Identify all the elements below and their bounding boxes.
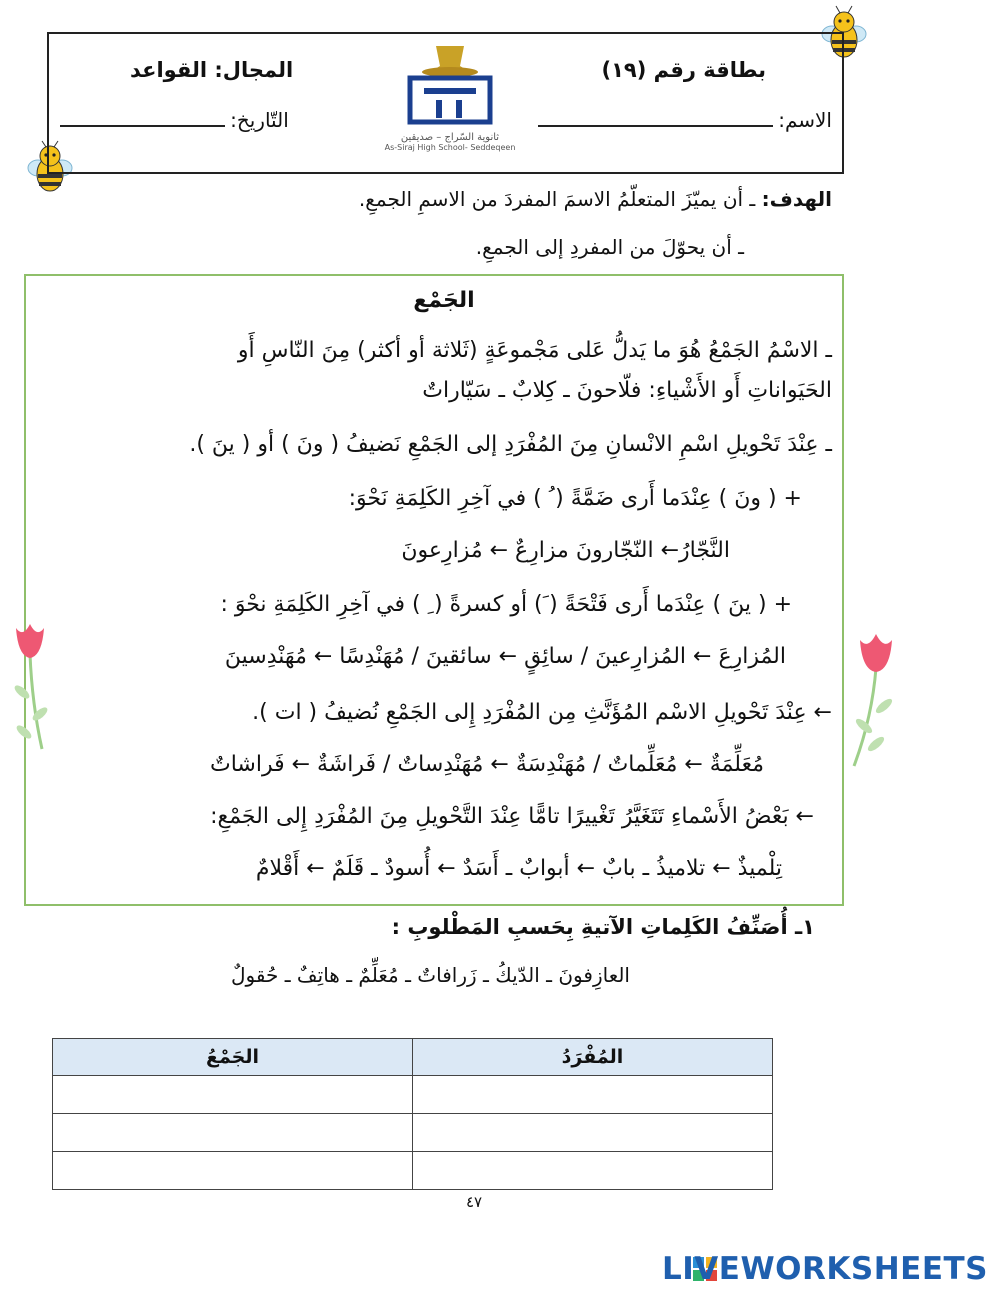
- brand-name[interactable]: LIVEWORKSHEETS: [662, 1251, 988, 1287]
- date-row: [60, 108, 289, 132]
- rule-line-4: + ( ونَ ) عِنْدَما أَرى ضَمَّةً ( ُ ) في آخِرِ الكَلِمَةِ نَحْوَ:: [348, 486, 802, 511]
- name-row: [538, 108, 832, 132]
- objective-text-1: ـ أن يميّزَ المتعلّمُ الاسمَ المفردَ من الاسمِ الجمعِ.: [358, 187, 756, 211]
- school-logo: [380, 42, 520, 154]
- singular-cell[interactable]: [413, 1114, 773, 1152]
- objective-label: الهدف:: [761, 187, 832, 211]
- objective-line-2: ـ أن يحوّلَ من المفردِ إلى الجمعِ.: [475, 235, 744, 259]
- rule-line-10: ← بَعْضُ الأَسْماءِ تَتَغَيَّرُ تَغْييرًا تامًّا عِنْدَ التَّحْويلِ مِنَ المُفْرَدِ إِلى الجَمْعِ:: [210, 804, 814, 829]
- card-number: بطاقة رقم (١٩): [601, 58, 766, 82]
- rule-line-6: + ( ينَ ) عِنْدَما أَرى فَتْحَةً ( َ) أو كسرةً ( ِ ) في آخِرِ الكَلِمَةِ نحْوَ :: [220, 592, 792, 617]
- page-number: ٤٧: [465, 1193, 483, 1211]
- name-field[interactable]: [538, 123, 773, 127]
- table-row: [53, 1076, 773, 1114]
- rule-line-11: تِلْميذٌ ← تلاميذُ ـ بابٌ ← أبوابٌ ـ أَسَدٌ ← أُسودٌ ـ قَلَمٌ ← أَقْلامٌ: [255, 856, 782, 881]
- rule-line-8: ← عِنْدَ تَحْويلِ الاسْم المُؤَنَّثِ مِن المُفْرَدِ إِلى الجَمْعِ نُضيفُ ( ات ).: [252, 700, 832, 725]
- rule-line-5: النَّجّارُ← النّجّارونَ مزارِعٌ ← مُزارِعونَ: [401, 538, 730, 563]
- rule-line-3: ـ عِنْدَ تَحْويلِ اسْمِ الانْسانِ مِنَ المُفْرَدِ إلى الجَمْعِ نَضيفُ ( ونَ ) أو ( ينَ ).: [189, 432, 832, 457]
- plural-header: الجَمْعُ: [53, 1039, 413, 1076]
- classification-table: [52, 1038, 773, 1190]
- table-row: [53, 1152, 773, 1190]
- plural-cell[interactable]: [53, 1114, 413, 1152]
- rule-line-2: الحَيَواناتِ أَو الأَشْياءِ: فلّاحونَ ـ كِلابٌ ـ سَيّاراتٌ: [422, 378, 832, 403]
- tulip-flower-icon: [846, 626, 902, 770]
- domain-label: المجال: القواعد: [130, 58, 294, 82]
- singular-header: المُفْرَدُ: [413, 1039, 773, 1076]
- rule-line-1: ـ الاسْمُ الجَمْعُ هُوَ ما يَدلُّ عَلى مَجْموعَةٍ (ثَلاثة أو أكثر) مِنَ النّاسِ أَو: [237, 338, 832, 363]
- plural-cell[interactable]: [53, 1076, 413, 1114]
- table-header-row: [53, 1039, 773, 1076]
- name-label: الاسم:: [778, 108, 832, 132]
- table-row: [53, 1114, 773, 1152]
- date-field[interactable]: [60, 123, 225, 127]
- school-name-en: As-Siraj High School- Seddeqeen: [384, 143, 516, 152]
- rule-line-9: مُعَلِّمَةٌ ← مُعَلِّماتٌ / مُهَنْدِسَةٌ ← مُهَنْدِساتٌ / فَراشَةٌ ← فَراشاتٌ: [210, 752, 764, 777]
- objective-line-1: [359, 187, 832, 211]
- exercise-words: العازِفونَ ـ الدّيكُ ـ زَرافاتٌ ـ مُعَلِّمٌ ـ هاتِفٌ ـ حُقولٌ: [231, 963, 630, 987]
- singular-cell[interactable]: [413, 1152, 773, 1190]
- exercise-instruction: ١ـ أُصَنِّفُ الكَلِماتِ الآتيةِ بِحَسبِ المَطْلوبِ :: [391, 915, 815, 939]
- lamp-logo-icon: [380, 42, 520, 128]
- singular-cell[interactable]: [413, 1076, 773, 1114]
- school-name-ar: ثانوية السّراج – صديقين: [400, 132, 500, 143]
- rule-title: الجَمْع: [413, 288, 475, 313]
- rule-line-7: المُزارِعَ ← المُزارِعينَ / سائِقٍ ← سائقينَ / مُهَنْدِسًا ← مُهَنْدِسينَ: [224, 644, 786, 669]
- plural-cell[interactable]: [53, 1152, 413, 1190]
- date-label: التّاريخ:: [230, 108, 289, 132]
- tulip-flower-icon: [8, 614, 52, 754]
